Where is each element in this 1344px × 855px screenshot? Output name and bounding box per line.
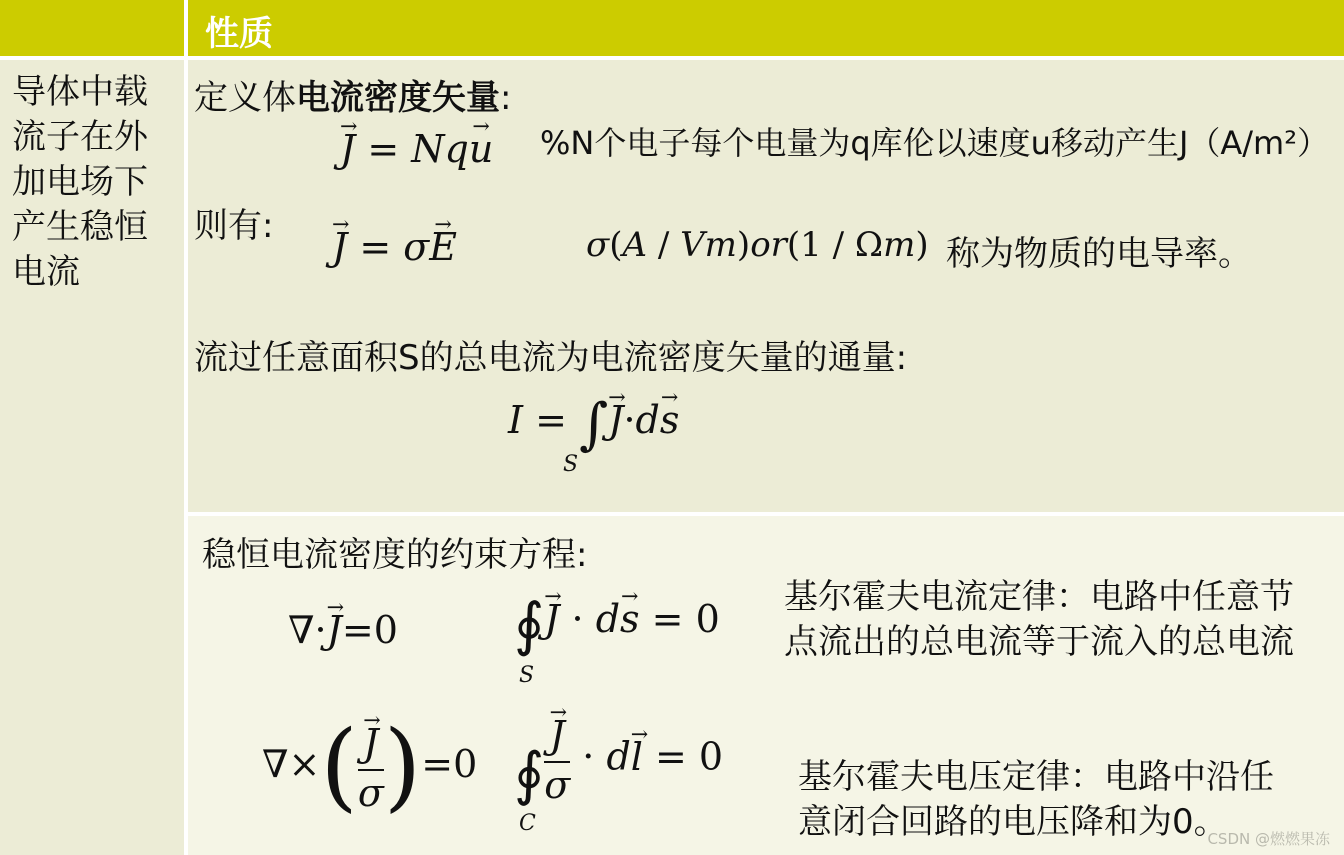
definition-suffix: : xyxy=(500,78,512,118)
definition-line xyxy=(194,70,511,119)
integral-subscript-s: S xyxy=(563,452,579,477)
electron-note: %N个电子每个电量为q库伦以速度u移动产生J（A/m²） xyxy=(540,124,1330,162)
constraint-title: 稳恒电流密度的约束方程: xyxy=(202,535,588,575)
equation-line-integral: ∮→ $\frac{J}{\sigma}$ · d→ l = 0 xyxy=(514,713,723,808)
left-description: 导体中载流子在外加电场下产生稳恒电流 xyxy=(12,72,148,292)
surface-subscript-s: S xyxy=(519,663,535,688)
equation-curl: ∇×(→ $\frac{J}{\sigma}$ )=0 xyxy=(262,710,477,822)
equation-j-nqu: → J = Nq→ u xyxy=(340,127,493,171)
header-left-cell xyxy=(0,0,184,56)
conductivity-units: σ(A / Vm)or(1 / Ωm) xyxy=(586,225,929,265)
equation-div-j: ∇·→ J=0 xyxy=(288,608,398,652)
kirchhoff-current-law: 基尔霍夫电流定律：电路中任意节点流出的总电流等于流入的总电流 xyxy=(784,577,1294,662)
header-right-cell xyxy=(188,0,1344,56)
conductivity-note: 称为物质的电导率。 xyxy=(946,234,1252,274)
line-subscript-c: C xyxy=(519,811,536,836)
definition-term: 电流密度矢量 xyxy=(296,78,500,118)
watermark: CSDN @燃燃果冻 xyxy=(1207,830,1330,848)
header-title: 性质 xyxy=(205,14,273,54)
kirchhoff-voltage-law: 基尔霍夫电压定律：电路中沿任意闭合回路的电压降和为0。 xyxy=(798,757,1274,842)
then-label: 则有: xyxy=(194,206,274,246)
equation-surface-integral: ∮→ J · d→ s = 0 xyxy=(514,590,720,658)
equation-current-flux: I = ∫→ J·d→ s xyxy=(508,392,679,457)
equation-ohm-law: → J = σ→ E xyxy=(332,225,457,269)
definition-prefix: 定义体 xyxy=(194,78,296,118)
flux-text: 流过任意面积S的总电流为电流密度矢量的通量: xyxy=(194,338,908,378)
